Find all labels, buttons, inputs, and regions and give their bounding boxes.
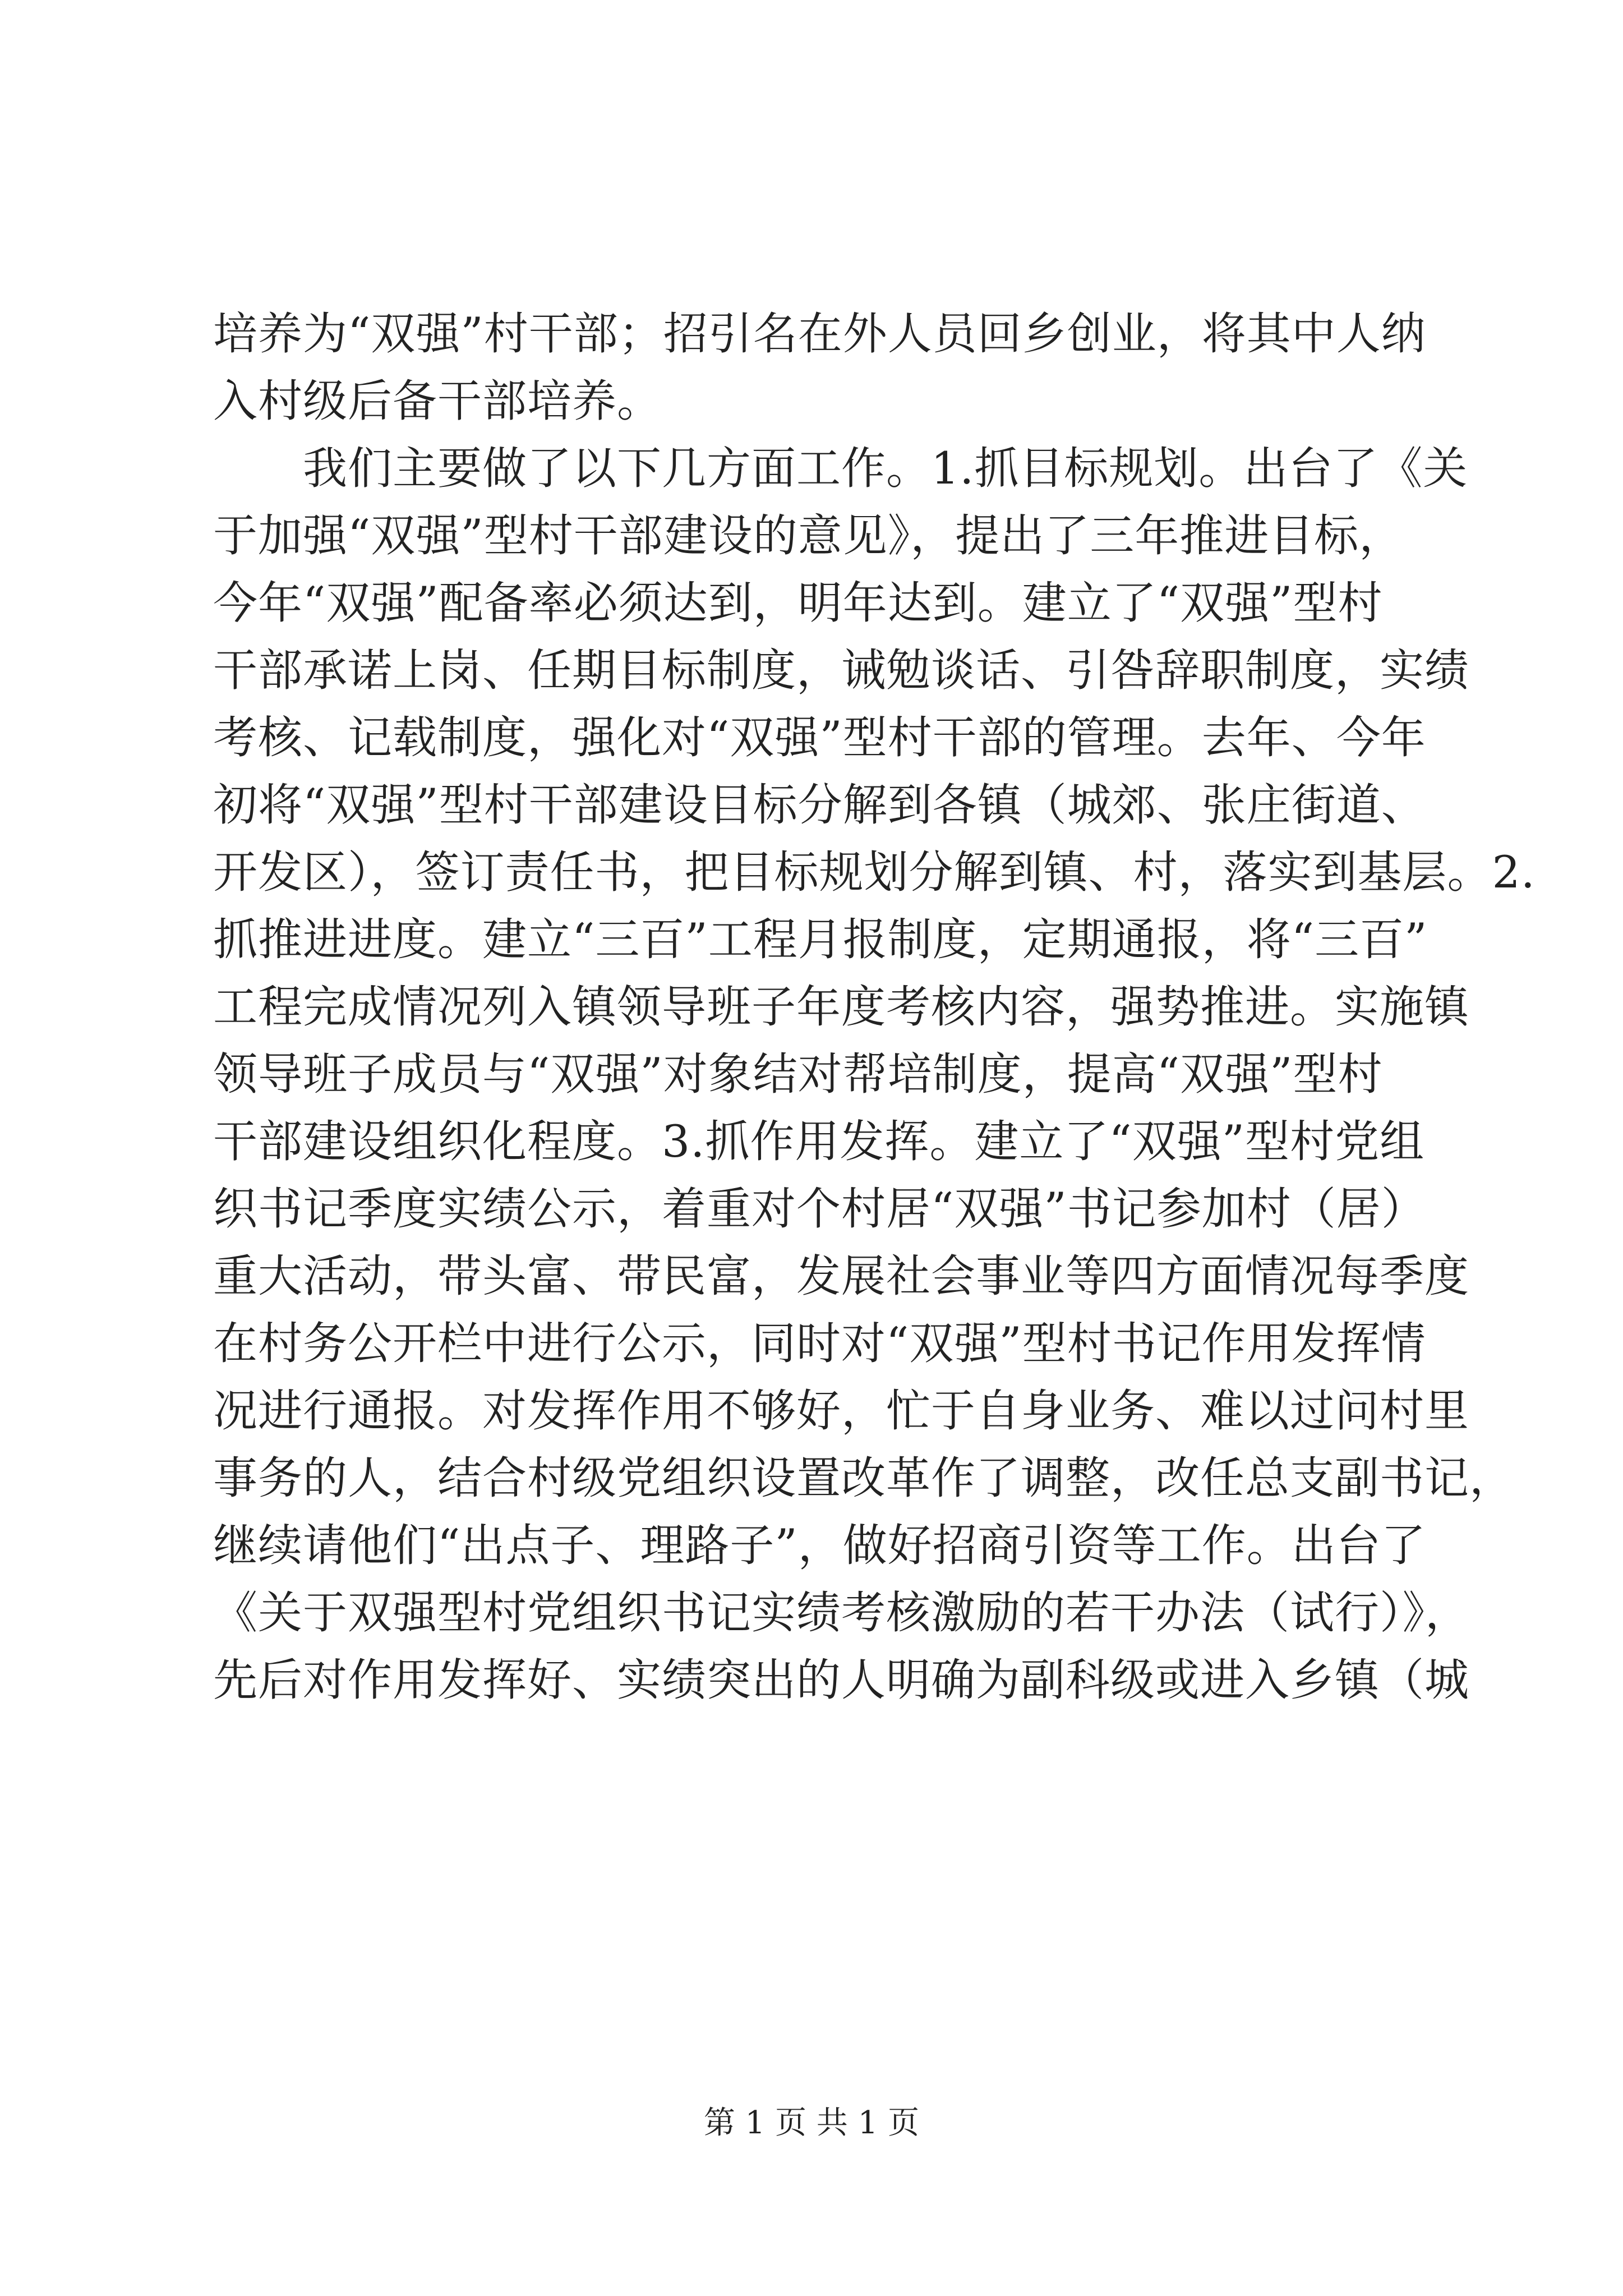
text-line: 入村级后备干部培养。	[213, 375, 662, 427]
text-line: 干部建设组织化程度。3.抓作用发挥。建立了“双强”型村党组	[213, 1116, 1425, 1167]
text-line: 事务的人，结合村级党组织设置改革作了调整，改任总支副书记，	[213, 1452, 1514, 1504]
text-line: 重大活动，带头富、带民富，发展社会事业等四方面情况每季度	[213, 1250, 1469, 1302]
text-line: 干部承诺上岗、任期目标制度，诫勉谈话、引咎辞职制度，实绩	[213, 645, 1469, 696]
text-line: 于加强“双强”型村干部建设的意见》，提出了三年推进目标，	[213, 510, 1404, 562]
text-line: 抓推进进度。建立“三百”工程月报制度，定期通报，将“三百”	[213, 914, 1428, 965]
text-line: 开发区），签订责任书，把目标规划分解到镇、村，落实到基层。2.	[213, 846, 1536, 898]
text-line: 《关于双强型村党组织书记实绩考核激励的若干办法（试行）》，	[213, 1587, 1470, 1639]
text-line: 工程完成情况列入镇领导班子年度考核内容，强势推进。实施镇	[213, 981, 1469, 1033]
text-line: 况进行通报。对发挥作用不够好，忙于自身业务、难以过问村里	[213, 1385, 1469, 1437]
text-line: 继续请他们“出点子、理路子”，做好招商引资等工作。出台了	[213, 1520, 1426, 1571]
text-line: 在村务公开栏中进行公示，同时对“双强”型村书记作用发挥情	[213, 1318, 1426, 1369]
paragraph-start-line: 我们主要做了以下几方面工作。1.抓目标规划。出台了《关	[303, 443, 1468, 494]
text-line: 先后对作用发挥好、实绩突出的人明确为副科级或进入乡镇（城	[213, 1654, 1469, 1706]
text-line: 初将“双强”型村干部建设目标分解到各镇（城郊、张庄街道、	[213, 779, 1426, 831]
text-line: 考核、记载制度，强化对“双强”型村干部的管理。去年、今年	[213, 712, 1426, 763]
text-line: 培养为“双强”村干部；招引名在外人员回乡创业，将其中人纳	[213, 308, 1426, 360]
text-line: 领导班子成员与“双强”对象结对帮培制度，提高“双强”型村	[213, 1048, 1383, 1100]
page-footer: 第 1 页 共 1 页	[703, 2105, 920, 2141]
text-line: 今年“双强”配备率必须达到，明年达到。建立了“双强”型村	[213, 577, 1383, 629]
text-line: 织书记季度实绩公示，着重对个村居“双强”书记参加村（居）	[213, 1183, 1426, 1235]
